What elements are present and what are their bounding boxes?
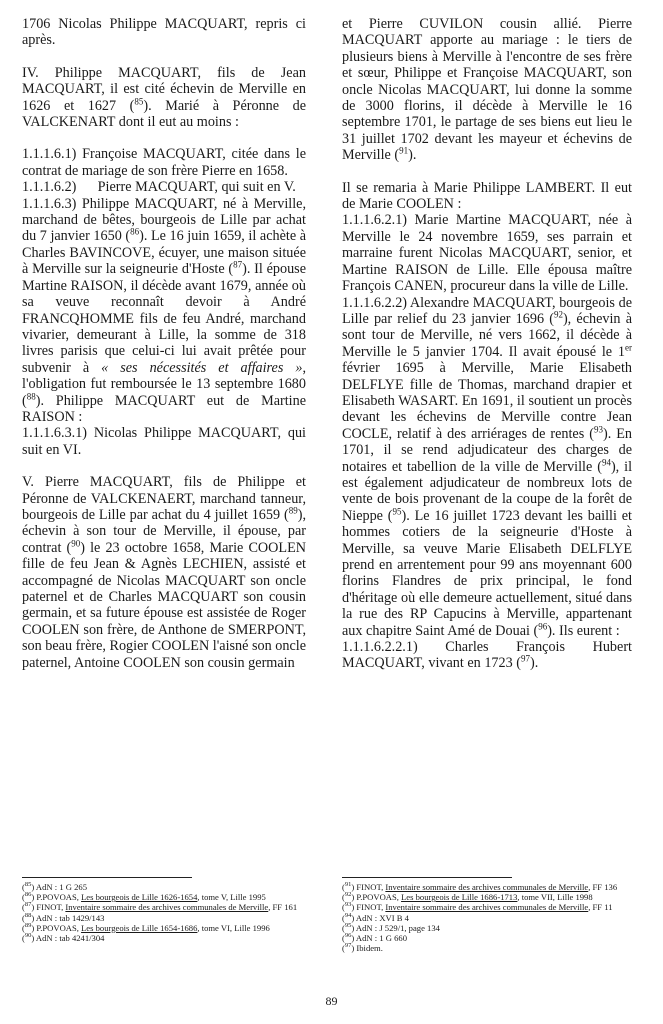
paragraph-francoise: 1.1.1.6.1) Françoise MACQUART, citée dans le contrat de mariage de son frère Pierre en 1658. [22, 146, 306, 179]
ordinal-superscript: er [625, 341, 632, 352]
footnote-ref[interactable]: 93 [593, 424, 603, 435]
paragraph-1706-nicolas: 1706 Nicolas Philippe MACQUART, repris ci après. [22, 16, 306, 49]
footnote-ref[interactable]: 89 [288, 505, 298, 516]
paragraph-remarriage: Il se remaria à Marie Philippe LAMBERT. Il eut de Marie COOLEN : [342, 179, 632, 213]
footnotes-left [22, 882, 306, 943]
paragraph-pierre: 1.1.1.6.2) Pierre MACQUART, qui suit en V. [22, 179, 296, 196]
footnote-ref[interactable]: 90 [71, 538, 81, 549]
paragraph-section-v: V. Pierre MACQUART, fils de Philippe et Péronne de VALCKENAERT, marchand tanneur, bourgeois de Lille par achat du 4 juillet 1659 ($^{89}$), échevin à son tour de Merville, il épouse, par contrat ($^{90}$) le 23 octobre 1658, Marie COOLEN fille de feu Jean & Agnès LECHIEN, assisté et accompagné de Nicolas MACQUART son oncle paternel et de Charles MACQUART son cousin germain, et sa future épouse est assistée de Roger COOLEN son frère, de Anthone de SMERPONT, son beau frère, Rogier COOLEN l'aisné son oncle paternel, Antoine COOLEN son cousin germain [22, 474, 306, 671]
footnote-96: ($^{96}$) AdN : 1 G 660 [342, 932, 408, 944]
footnote-ref[interactable]: 87 [233, 259, 243, 270]
footnote-88: ($^{88}$) AdN : tab 1429/143 [22, 911, 105, 923]
paragraph-philippe: 1.1.1.6.3) Philippe MACQUART, né à Merville, marchand de bêtes, bourgeois de Lille par achat du 7 janvier 1650 ($^{86}$). Le 16 juin 1659, il achète à Charles BAVINCOVE, écuyer, une maison située à Merville sur la seigneurie d'Hoste ($^{87}$). Il épouse Martine RAISON, il décède avant 1679, année où sa veuve reconnaît devoir à André FRANCQHOMME fils de feu André, marchand vivarier, demeurant à Lille, la somme de 318 livres parisis que celui-ci lui avait prêtée pour subvenir à « ses nécessités et affaires », l'obligation fut remboursée le 13 septembre 1680 ($^{88}$). Philippe MACQUART eut de Martine RAISON : [22, 195, 306, 425]
paragraph-section-iv: IV. Philippe MACQUART, fils de Jean MACQUART, il est cité échevin de Merville en 1626 et 1627 ($^{85}$). Marié à Péronne de VALCKENART dont il eut au moins : [22, 64, 307, 131]
paragraph-marie-martine: 1.1.1.6.2.1) Marie Martine MACQUART, née à Merville le 24 novembre 1659, ses parrain et marraine furent Nicolas MACQUART, senior, et Martine RAISON de Lille. Elle épousa maître François CANEN, procureur dans la ville de Lille. [342, 212, 632, 295]
footnote-94: ($^{94}$) AdN : XVI B 4 [342, 911, 409, 923]
footnote-89: ($^{89}$) P.POVOAS, Les bourgeois de Lille 1654-1686, tome VI, Lille 1996 [22, 921, 270, 933]
footnote-93: ($^{93}$) FINOT, Inventaire sommaire des archives communales de Merville, FF 11 [342, 901, 613, 913]
footnote-divider [342, 877, 512, 878]
page-number: 89 [325, 994, 338, 1008]
right-column [342, 16, 632, 672]
footnote-ref[interactable]: 86 [130, 226, 140, 237]
footnote-ref[interactable]: 85 [134, 95, 144, 106]
footnote-ref[interactable]: 91 [399, 145, 409, 156]
footnote-87: ($^{87}$) FINOT, Inventaire sommaire des archives communales de Merville, FF 161 [22, 901, 298, 913]
footnote-92: ($^{92}$) P.POVOAS, Les bourgeois de Lille 1686-1713, tome VII, Lille 1998 [342, 891, 593, 903]
paragraph-nicolas-philippe: 1.1.1.6.3.1) Nicolas Philippe MACQUART, qui suit en VI. [22, 425, 306, 458]
footnotes-right [342, 882, 632, 953]
paragraph-charles-francois: 1.1.1.6.2.2.1) Charles François Hubert MACQUART, vivant en 1723 ($^{97}$). [342, 639, 632, 672]
footnote-ref[interactable]: 88 [26, 390, 36, 401]
footnote-95: ($^{95}$) AdN : J 529/1, page 134 [342, 921, 440, 933]
paragraph-cuvilon: et Pierre CUVILON cousin allié. Pierre MACQUART apporte au mariage : le tiers de plusieurs biens à Merville à l'encontre de ses frère et sœur, Philippe et Françoise MACQUART, son oncle Nicolas MACQUART, lui donne la somme de 3000 florins, il décède à Merville le 16 septembre 1701, le partage de ses biens eut lieu le 31 juillet 1702 devant les mayeur et échevins de Merville ($^{91}$). [342, 16, 632, 164]
footnote-85: ($^{85}$) AdN : 1 G 265 [22, 881, 88, 892]
footnote-91: ($^{91}$) FINOT, Inventaire sommaire des archives communales de Merville, FF 136 [342, 881, 618, 892]
footnote-86: ($^{86}$) P.POVOAS, Les bourgeois de Lille 1626-1654, tome V, Lille 1995 [22, 891, 266, 903]
left-column [22, 16, 306, 671]
paragraph-alexandre: 1.1.1.6.2.2) Alexandre MACQUART, bourgeois de Lille par relief du 23 janvier 1696 ($^{92}$), échevin à sont tour de Merville, né vers 1662, il décède à Merville le 5 janvier 1704. Il avait épousé le 1er février 1695 à Merville, Marie Elisabeth DELFLYE fille de Thomas, marchand drapier et Elisabeth WASART. En 1691, il soutient un procès devant les échevins de Merville contre Jean COCLE, relatif à des arriérages de rentes ($^{93}$). En 1701, il se rend adjudicateur des charges de notaires et tabellion de la ville de Merville ($^{94}$), il est également adjudicateur de nombreux lots de vente de bois provenant de la coupe de la forêt de Nieppe ($^{95}$). Le 16 juillet 1723 devant les bailli et hommes cotiers de la seigneurie d'Hoste à Merville, sa veuve Marie Elisabeth DELFLYE prend en arrentement pour 99 ans moyennant 600 florins Flandres de prix principal, le fond d'héritage où elle demeure actuellement, situé dans la rue des RP Capucins à Merville, appartenant aux chapitre Saint Amé de Douai ($^{96}$). Ils eurent : [342, 294, 633, 639]
footnote-ref[interactable]: 97 [520, 653, 530, 664]
footnote-97: ($^{97}$) Ibidem. [342, 942, 383, 954]
footnote-ref[interactable]: 94 [601, 456, 611, 467]
footnote-ref[interactable]: 92 [553, 309, 563, 320]
footnote-ref[interactable]: 96 [538, 620, 548, 631]
footnote-ref[interactable]: 95 [392, 506, 402, 517]
footnote-90: ($^{90}$) AdN : tab 4241/304 [22, 932, 105, 944]
footnote-divider [22, 877, 192, 878]
